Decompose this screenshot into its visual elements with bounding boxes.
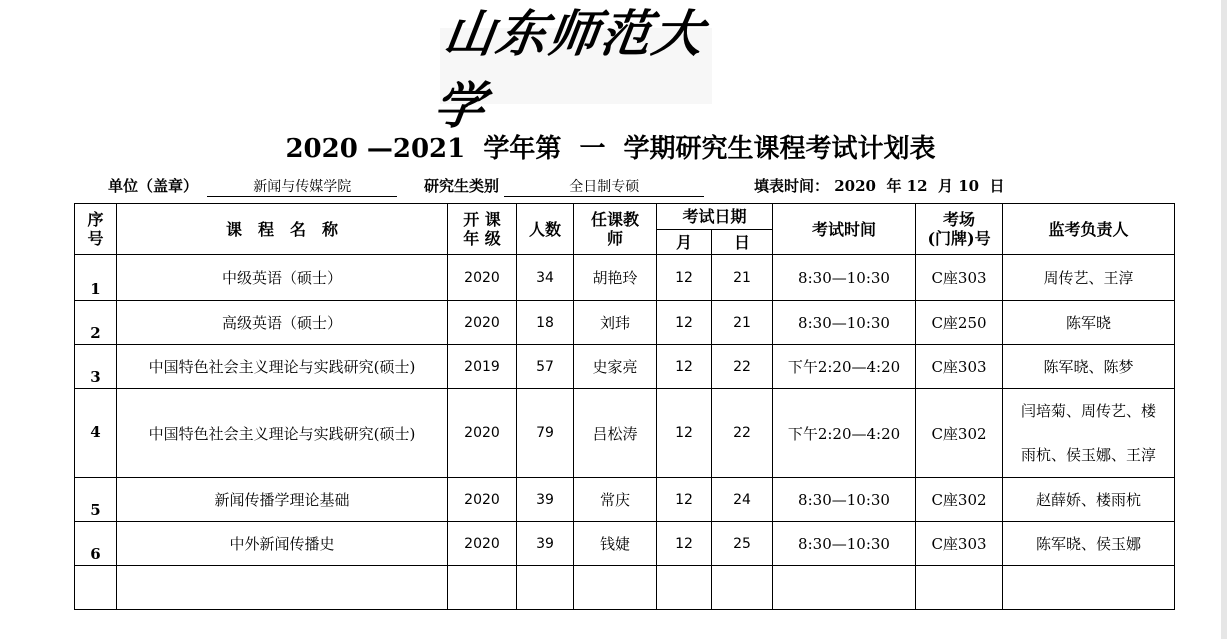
day-cell: 24 xyxy=(712,478,773,522)
count-cell: 39 xyxy=(517,478,574,522)
grade-cell: 2020 xyxy=(448,522,517,566)
table-row xyxy=(75,345,1175,389)
room-cell: C座302 xyxy=(916,389,1003,478)
count-cell: 79 xyxy=(517,389,574,478)
empty-cell xyxy=(517,566,574,610)
grade-cell: 2020 xyxy=(448,389,517,478)
room-cell: C座303 xyxy=(916,345,1003,389)
table-row xyxy=(75,255,1175,301)
proctor-cell: 陈军晓、陈梦 xyxy=(1003,345,1175,389)
room-cell: C座302 xyxy=(916,478,1003,522)
count-cell: 18 xyxy=(517,301,574,345)
month-cell: 12 xyxy=(657,345,712,389)
university-logo xyxy=(430,4,712,135)
empty-cell xyxy=(1003,566,1175,610)
time-cell: 下午2:20—4:20 xyxy=(773,389,916,478)
proctor-line: 雨杭、侯玉娜、王淳 xyxy=(1021,446,1157,464)
exam-date-header: 考试日期 xyxy=(657,204,773,230)
row-number: 5 xyxy=(75,478,117,522)
row-number: 1 xyxy=(75,255,117,301)
seq-header-line1: 序 xyxy=(87,210,104,229)
university-name-calligraphy: 山东师范大学 xyxy=(430,4,709,135)
table-row xyxy=(75,522,1175,566)
teacher-header-line1: 任课教 xyxy=(590,210,639,229)
category-field xyxy=(424,175,704,197)
teacher-cell: 刘玮 xyxy=(574,301,657,345)
empty-cell xyxy=(448,566,517,610)
unit-value: 新闻与传媒学院 xyxy=(207,179,397,197)
row-number: 3 xyxy=(75,345,117,389)
day-cell: 21 xyxy=(712,301,773,345)
day-cell: 22 xyxy=(712,389,773,478)
table-row xyxy=(75,301,1175,345)
category-label: 研究生类别 xyxy=(424,177,500,195)
grade-cell: 2019 xyxy=(448,345,517,389)
grade-header xyxy=(448,204,517,255)
row-number: 2 xyxy=(75,301,117,345)
teacher-cell: 胡艳玲 xyxy=(574,255,657,301)
room-header xyxy=(916,204,1003,255)
room-header-line2: (门牌)号 xyxy=(927,229,991,248)
seq-header xyxy=(75,204,117,255)
empty-cell xyxy=(574,566,657,610)
count-header: 人数 xyxy=(517,204,574,255)
course-name: 中国特色社会主义理论与实践研究(硕士) xyxy=(117,389,448,478)
time-cell: 8:30—10:30 xyxy=(773,301,916,345)
unit-label: 单位（盖章） xyxy=(108,177,199,195)
month-cell: 12 xyxy=(657,255,712,301)
grade-header-line2: 年 级 xyxy=(463,229,501,248)
row-number: 6 xyxy=(75,522,117,566)
exam-time-header: 考试时间 xyxy=(773,204,916,255)
time-cell: 8:30—10:30 xyxy=(773,522,916,566)
time-cell: 下午2:20—4:20 xyxy=(773,345,916,389)
empty-row xyxy=(75,566,1175,610)
empty-cell xyxy=(916,566,1003,610)
time-cell: 8:30—10:30 xyxy=(773,478,916,522)
proctor-cell: 周传艺、王淳 xyxy=(1003,255,1175,301)
room-cell: C座303 xyxy=(916,522,1003,566)
day-cell: 21 xyxy=(712,255,773,301)
page-title: 2020 —2021 学年第 一 学期研究生课程考试计划表 xyxy=(285,134,936,164)
month-cell: 12 xyxy=(657,522,712,566)
proctor-cell: 陈军晓、侯玉娜 xyxy=(1003,522,1175,566)
course-name: 高级英语（硕士） xyxy=(117,301,448,345)
proctor-cell xyxy=(1003,389,1175,478)
unit-field xyxy=(108,175,397,197)
fill-date-value: 2020 年 12 月 10 日 xyxy=(834,177,1005,195)
category-value: 全日制专硕 xyxy=(504,179,704,197)
count-cell: 57 xyxy=(517,345,574,389)
time-cell: 8:30—10:30 xyxy=(773,255,916,301)
table-row xyxy=(75,478,1175,522)
empty-cell xyxy=(657,566,712,610)
room-header-line1: 考场 xyxy=(943,210,976,229)
table-row xyxy=(75,389,1175,478)
proctor-line: 闫培菊、周传艺、楼 xyxy=(1021,402,1157,420)
empty-cell xyxy=(773,566,916,610)
grade-cell: 2020 xyxy=(448,255,517,301)
fill-date-field xyxy=(754,175,1005,196)
count-cell: 34 xyxy=(517,255,574,301)
count-cell: 39 xyxy=(517,522,574,566)
day-cell: 22 xyxy=(712,345,773,389)
room-cell: C座303 xyxy=(916,255,1003,301)
course-name: 中外新闻传播史 xyxy=(117,522,448,566)
proctor-cell: 陈军晓 xyxy=(1003,301,1175,345)
month-cell: 12 xyxy=(657,478,712,522)
course-header: 课 程 名 称 xyxy=(117,204,448,255)
empty-cell xyxy=(75,566,117,610)
course-name: 新闻传播学理论基础 xyxy=(117,478,448,522)
grade-header-line1: 开 课 xyxy=(463,210,501,229)
day-header: 日 xyxy=(712,230,773,255)
month-header: 月 xyxy=(657,230,712,255)
month-cell: 12 xyxy=(657,301,712,345)
fill-date-label: 填表时间： xyxy=(754,177,830,195)
teacher-header xyxy=(574,204,657,255)
proctor-cell: 赵薛娇、楼雨杭 xyxy=(1003,478,1175,522)
window-edge xyxy=(1221,0,1227,639)
month-cell: 12 xyxy=(657,389,712,478)
teacher-cell: 吕松涛 xyxy=(574,389,657,478)
teacher-header-line2: 师 xyxy=(606,229,623,248)
teacher-cell: 钱婕 xyxy=(574,522,657,566)
course-name: 中级英语（硕士） xyxy=(117,255,448,301)
grade-cell: 2020 xyxy=(448,478,517,522)
room-cell: C座250 xyxy=(916,301,1003,345)
course-name: 中国特色社会主义理论与实践研究(硕士) xyxy=(117,345,448,389)
proctor-header: 监考负责人 xyxy=(1003,204,1175,255)
grade-cell: 2020 xyxy=(448,301,517,345)
exam-schedule-table xyxy=(74,203,1175,610)
teacher-cell: 常庆 xyxy=(574,478,657,522)
empty-cell xyxy=(117,566,448,610)
row-number: 4 xyxy=(75,389,117,478)
seq-header-line2: 号 xyxy=(87,229,104,248)
day-cell: 25 xyxy=(712,522,773,566)
teacher-cell: 史家亮 xyxy=(574,345,657,389)
empty-cell xyxy=(712,566,773,610)
header-row xyxy=(75,204,1175,230)
